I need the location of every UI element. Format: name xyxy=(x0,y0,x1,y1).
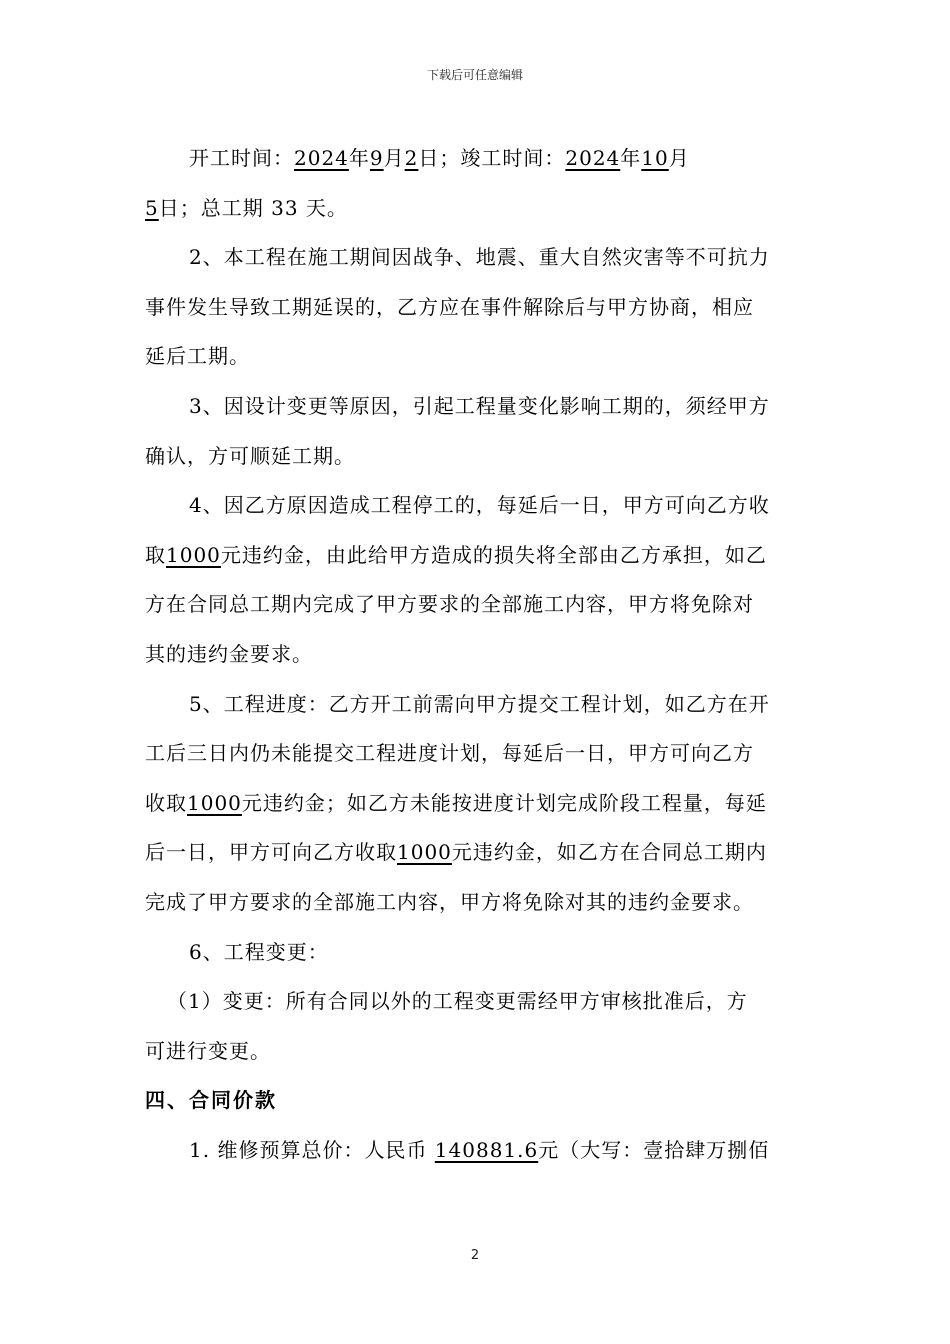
penalty-amount: 1000 xyxy=(166,542,221,567)
text-line xyxy=(145,134,807,184)
label-end-time: 日；竣工时间： xyxy=(418,146,566,170)
page-header: 下载后可任意编辑 xyxy=(426,68,523,82)
text-fragment: 月 xyxy=(383,146,405,170)
text-line: 其的违约金要求。 xyxy=(145,641,313,666)
end-day: 5 xyxy=(145,195,159,220)
text-fragment: 取 xyxy=(145,542,166,567)
text-line xyxy=(145,184,807,234)
text-fragment: 年 xyxy=(620,146,642,170)
penalty-amount: 1000 xyxy=(397,840,452,865)
text-line xyxy=(145,828,807,878)
text-line: 工后三日内仍未能提交工程进度计划，每延后一日，甲方可向乙方 xyxy=(145,741,754,766)
text-line: 5、工程进度：乙方开工前需向甲方提交工程计划，如乙方在开 xyxy=(189,691,770,716)
end-year: 2024 xyxy=(565,146,621,170)
text-line: 2、本工程在施工期间因战争、地震、重大自然灾害等不可抗力 xyxy=(189,245,770,270)
text-line: （1）变更：所有合同以外的工程变更需经甲方审核批准后，方 xyxy=(167,989,748,1014)
start-day: 2 xyxy=(404,146,419,170)
text-line xyxy=(145,779,807,829)
text-fragment: 月 xyxy=(668,146,690,170)
text-fragment: 元违约金，由此给甲方造成的损失将全部由乙方承担，如乙 xyxy=(220,542,767,567)
label-start-time: 开工时间： xyxy=(189,146,294,170)
text-line: 可进行变更。 xyxy=(145,1038,271,1063)
text-fragment: 后一日，甲方可向乙方收取 xyxy=(145,840,397,865)
start-month: 9 xyxy=(369,146,384,170)
text-line: 6、工程变更： xyxy=(189,939,329,964)
text-fragment: 1. 维修预算总价：人民币 xyxy=(189,1137,435,1162)
text-line: 3、因设计变更等原因，引起工程量变化影响工期的，须经甲方 xyxy=(189,393,770,418)
text-fragment: 元（大写：壹拾肆万捌佰 xyxy=(538,1137,770,1162)
text-line: 确认，方可顺延工期。 xyxy=(145,443,355,468)
total-duration: 日；总工期 33 天。 xyxy=(158,195,348,220)
end-month: 10 xyxy=(641,146,669,170)
text-line xyxy=(145,1126,807,1176)
text-line: 方在合同总工期内完成了甲方要求的全部施工内容，甲方将免除对 xyxy=(145,592,754,617)
start-year: 2024 xyxy=(294,146,349,170)
contract-price: 140881.6 xyxy=(434,1137,539,1162)
penalty-amount: 1000 xyxy=(187,790,242,815)
text-fragment: 收取 xyxy=(145,790,187,815)
text-line: 完成了甲方要求的全部施工内容，甲方将免除对其的违约金要求。 xyxy=(145,889,754,914)
text-fragment: 元违约金；如乙方未能按进度计划完成阶段工程量，每延 xyxy=(241,790,767,815)
text-line xyxy=(145,531,807,581)
page-number: 2 xyxy=(470,1248,480,1263)
document-body xyxy=(145,134,807,1175)
text-fragment: 元违约金，如乙方在合同总工期内 xyxy=(451,840,767,865)
text-line: 延后工期。 xyxy=(145,344,250,369)
text-line: 事件发生导致工期延误的，乙方应在事件解除后与甲方协商，相应 xyxy=(145,294,754,319)
section-heading: 四、合同价款 xyxy=(145,1088,277,1113)
text-fragment: 年 xyxy=(348,146,370,170)
text-line: 4、因乙方原因造成工程停工的，每延后一日，甲方可向乙方收 xyxy=(189,493,770,518)
